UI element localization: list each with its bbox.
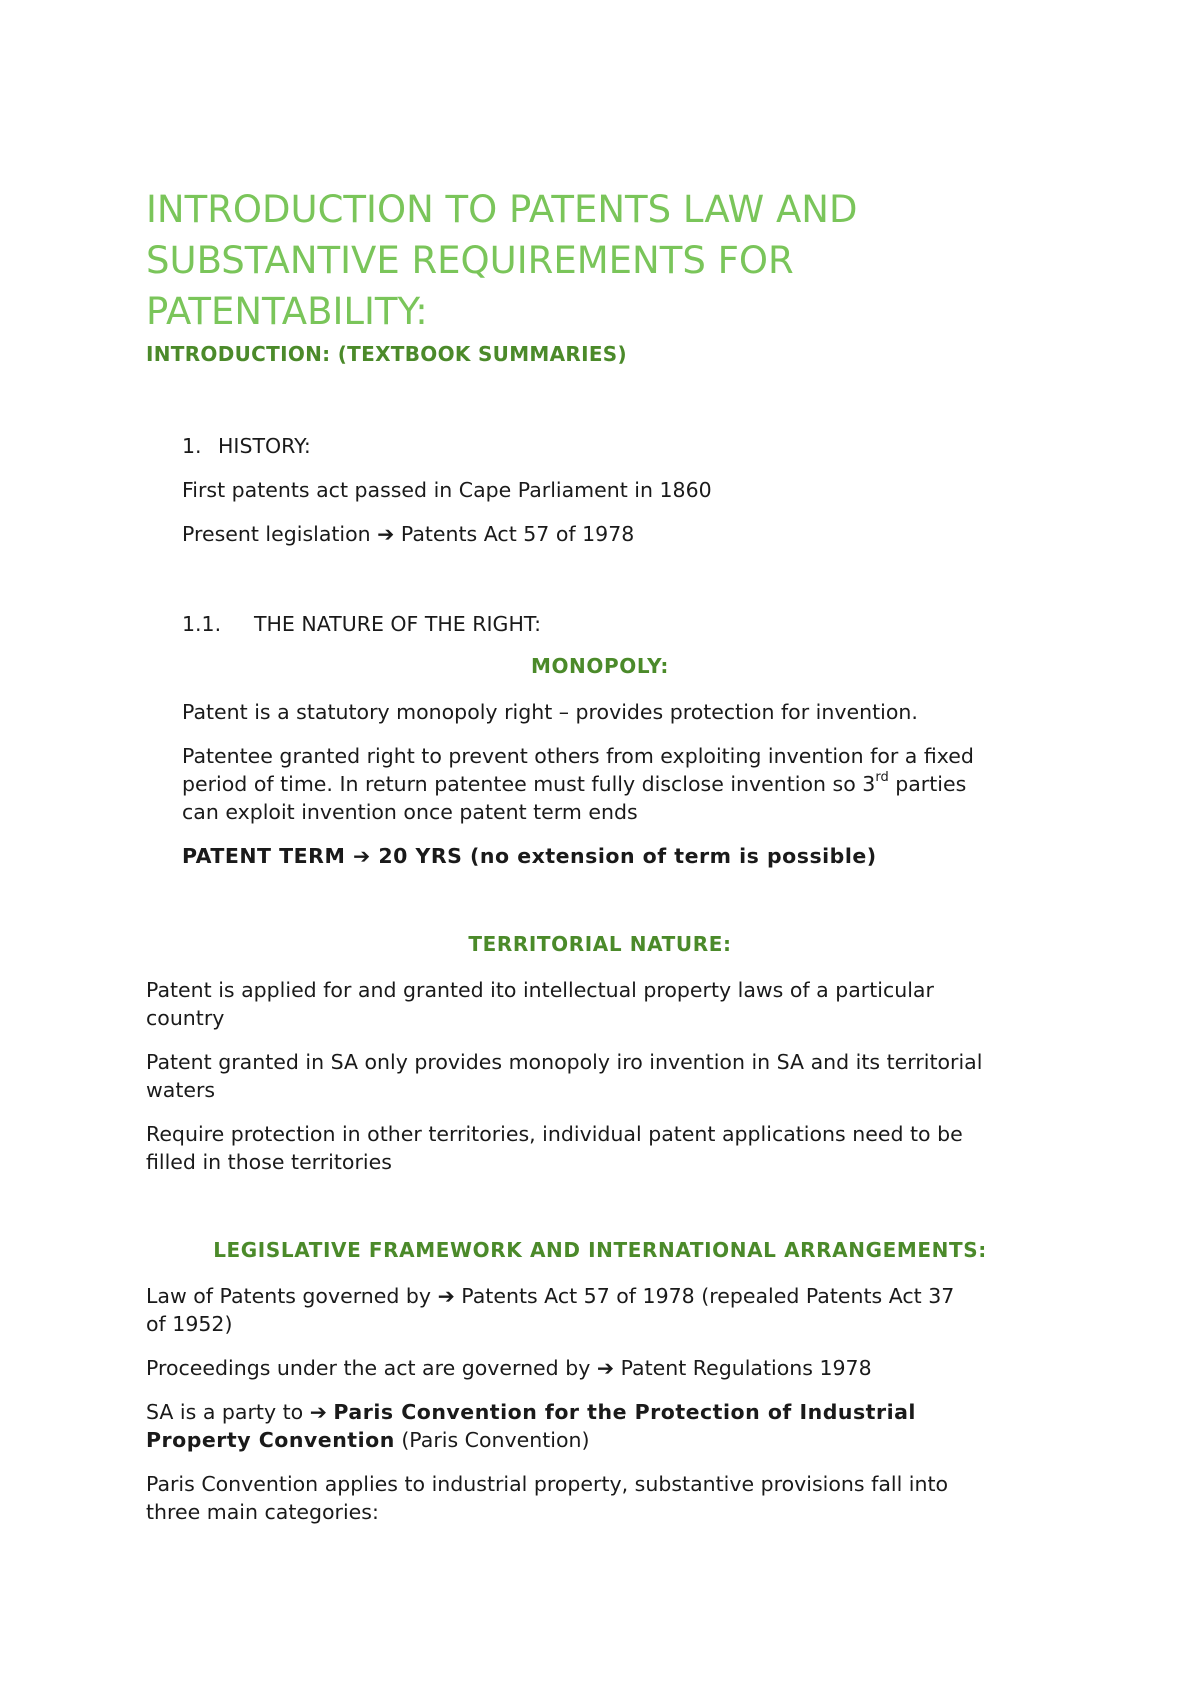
patent-term: PATENT TERM ➔ 20 YRS (no extension of term is possible): [182, 844, 877, 868]
paris-convention-title-1: Paris Convention for the Protection of Industrial: [333, 1400, 916, 1424]
paris-convention-title-2: Property Convention: [146, 1428, 395, 1452]
document-subtitle: INTRODUCTION: (TEXTBOOK SUMMARIES): [146, 342, 627, 366]
nature-paragraph-2: Patentee granted right to prevent others from exploiting invention for a fixed period of time. In return patentee must fully disclose invention so 3rd parties can exploit invention once patent term ends: [182, 744, 974, 824]
arrow-icon: ➔: [596, 1356, 615, 1380]
nature-paragraph-1: Patent is a statutory monopoly right – provides protection for invention.: [182, 700, 918, 724]
territorial-heading: TERRITORIAL NATURE:: [468, 932, 732, 956]
arrow-icon: ➔: [377, 522, 395, 546]
legislative-paragraph-4: Paris Convention applies to industrial property, substantive provisions fall into three main categories:: [146, 1472, 949, 1524]
nature-number: 1.1.: [182, 612, 222, 636]
history-heading: [182, 432, 311, 460]
history-number: 1.: [182, 434, 202, 458]
history-line-2: Present legislation ➔ Patents Act 57 of 1978: [182, 522, 635, 546]
arrow-icon: ➔: [437, 1284, 455, 1308]
territorial-paragraph-1: Patent is applied for and granted ito intellectual property laws of a particular country: [146, 978, 934, 1030]
legislative-paragraph-2: Proceedings under the act are governed by ➔ Patent Regulations 1978: [146, 1356, 872, 1380]
history-line-1: First patents act passed in Cape Parliament in 1860: [182, 478, 712, 502]
monopoly-heading: MONOPOLY:: [530, 654, 670, 678]
legislative-paragraph-3: SA is a party to ➔ Paris Convention for the Protection of Industrial Property Convention (Paris Convention): [146, 1400, 916, 1452]
arrow-icon: ➔: [309, 1400, 327, 1424]
nature-heading: [182, 610, 541, 638]
arrow-icon: ➔: [353, 844, 371, 868]
territorial-paragraph-2: Patent granted in SA only provides monopoly iro invention in SA and its territorial waters: [146, 1050, 983, 1102]
history-heading-text: HISTORY:: [218, 434, 311, 458]
document-title: [146, 184, 1106, 337]
title-line-2: SUBSTANTIVE REQUIREMENTS FOR: [146, 239, 794, 282]
nature-heading-text: THE NATURE OF THE RIGHT:: [254, 612, 542, 636]
title-line-1: INTRODUCTION TO PATENTS LAW AND: [146, 188, 858, 231]
legislative-paragraph-1: Law of Patents governed by ➔ Patents Act 57 of 1978 (repealed Patents Act 37 of 1952): [146, 1284, 955, 1336]
title-line-3: PATENTABILITY:: [146, 290, 428, 333]
territorial-paragraph-3: Require protection in other territories, individual patent applications need to be filled in those territories: [146, 1122, 963, 1174]
legislative-heading: LEGISLATIVE FRAMEWORK AND INTERNATIONAL ARRANGEMENTS:: [213, 1238, 987, 1262]
